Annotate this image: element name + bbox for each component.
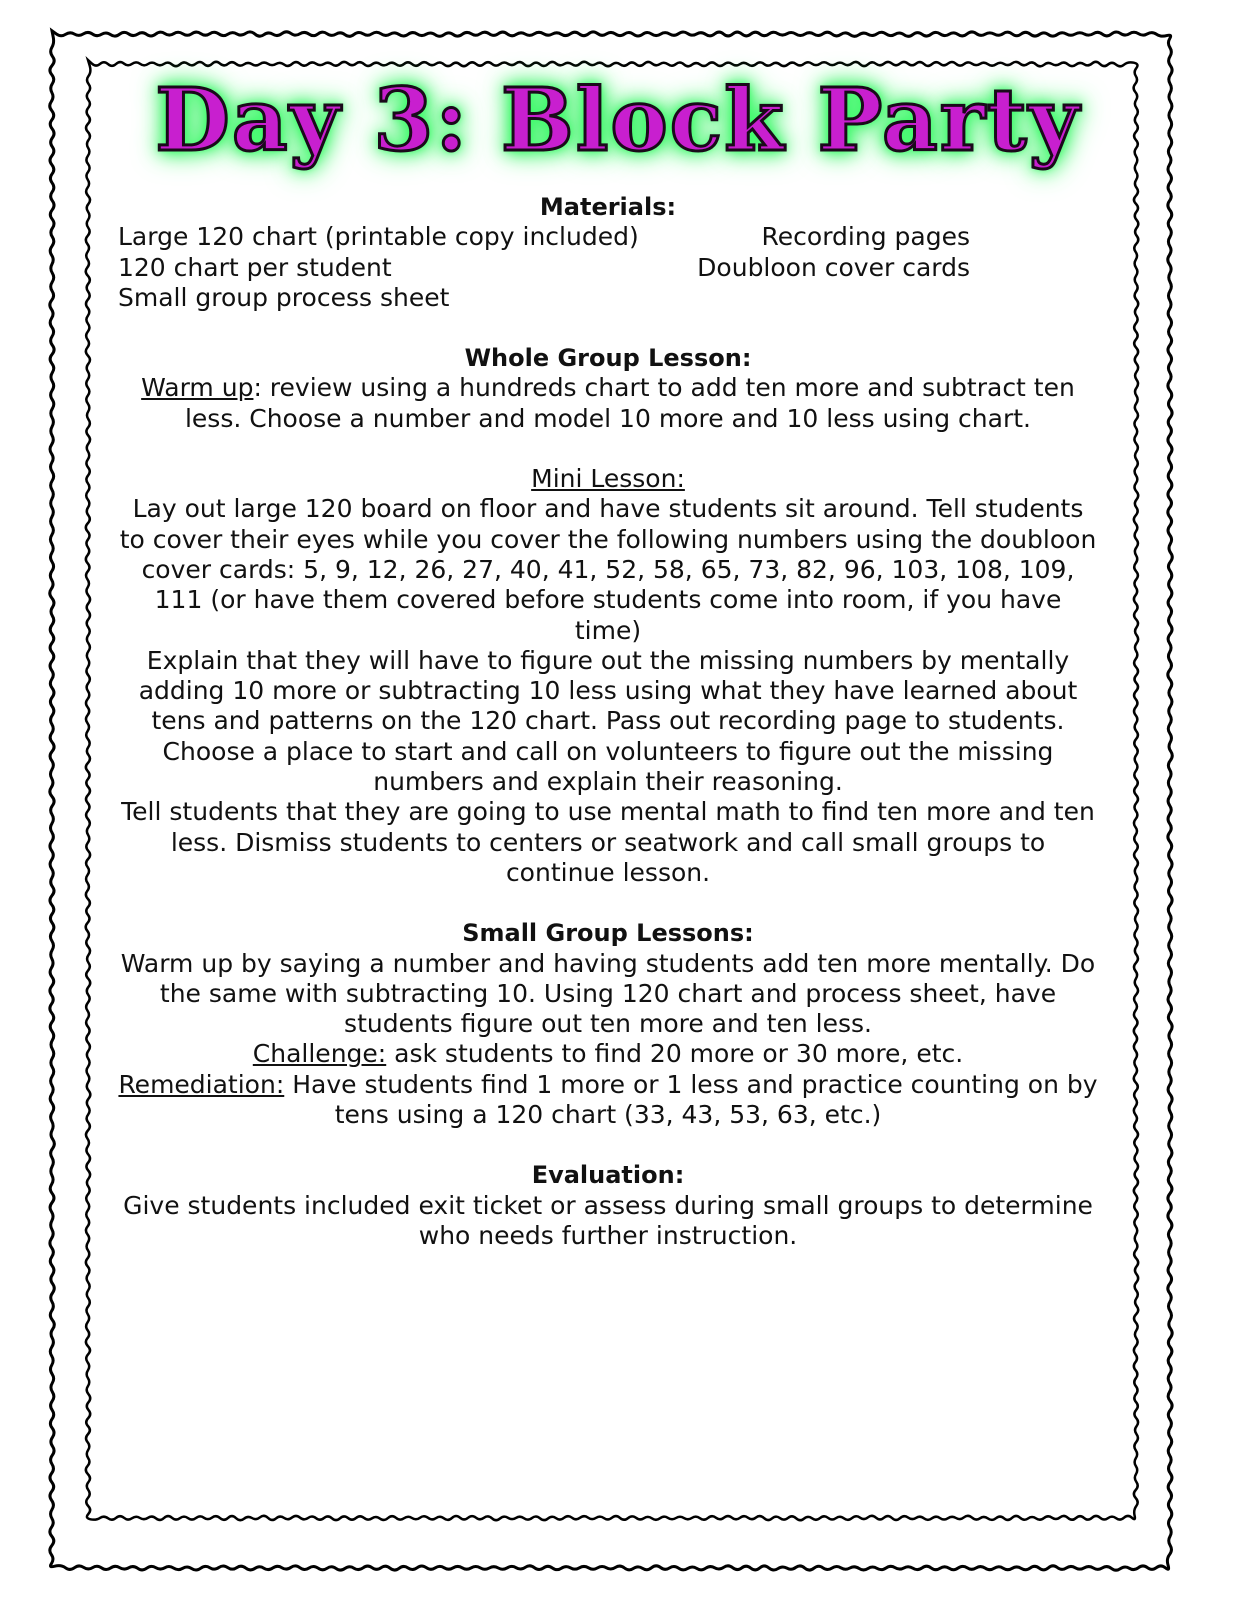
materials-heading: Materials: [539, 193, 677, 221]
evaluation-paragraph: Give students included exit ticket or assess during small groups to determine who needs further instruction. [123, 1190, 1093, 1250]
warmup-text: : review using a hundreds chart to add ten more and subtract ten less. Choose a number and model 10 more and 10 less using chart. [184, 373, 1075, 433]
material-item: 120 chart per student [118, 252, 392, 282]
whole-group-heading: Whole Group Lesson: [464, 344, 752, 373]
small-group-heading: Small Group Lessons: [462, 919, 754, 948]
materials-row [118, 283, 970, 313]
warmup-paragraph [118, 373, 1098, 434]
material-item: Small group process sheet [118, 282, 450, 312]
mini-lesson-paragraph: Lay out large 120 board on floor and have students sit around. Tell students to cover their eyes while you cover the following numbers using the doubloon cover cards: 5, 9, 12, 26, 27, 40, 41, 52, 58, 65, 73, 82, 96, 103, 108, 109, 111 (or have them covered before students come into room, if you have time) [119, 494, 1097, 645]
mini-lesson-paragraph: Explain that they will have to figure out the missing numbers by mentally adding 10 more or subtracting 10 less using what they have learned about tens and patterns on the 120 chart. Pass out recording page to students. Choose a place to start and call on volunteers to figure out the missing numbers and explain their reasoning. [138, 645, 1078, 797]
remediation-text: Have students find 1 more or 1 less and practice counting on by tens using a 120 chart (33, 43, 53, 63, etc.) [284, 1069, 1098, 1130]
page-title: Day 3: Block Party [155, 70, 1081, 171]
materials-list [118, 222, 1098, 313]
materials-row [118, 222, 970, 252]
evaluation-heading: Evaluation: [531, 1161, 685, 1190]
lesson-body [118, 192, 1098, 1251]
material-item: Doubloon cover cards [697, 252, 970, 282]
material-item: Recording pages [761, 222, 970, 252]
challenge-text: ask students to find 20 more or 30 more, etc. [386, 1039, 964, 1069]
material-item: Large 120 chart (printable copy included) [118, 222, 639, 252]
mini-lesson-heading: Mini Lesson: [531, 464, 685, 494]
small-group-paragraph: Warm up by saying a number and having students add ten more mentally. Do the same with subtracting 10. Using 120 chart and process sheet, have students figure out ten more and ten less. [120, 948, 1096, 1039]
warmup-label: Warm up [141, 373, 254, 403]
challenge-paragraph [118, 1039, 1098, 1069]
remediation-label: Remediation: [118, 1069, 285, 1099]
materials-row [118, 253, 970, 283]
mini-lesson-paragraph: Tell students that they are going to use mental math to find ten more and ten less. Dismiss students to centers or seatwork and call small groups to continue lesson. [121, 797, 1095, 887]
challenge-label: Challenge: [252, 1039, 387, 1069]
remediation-paragraph [118, 1070, 1098, 1131]
